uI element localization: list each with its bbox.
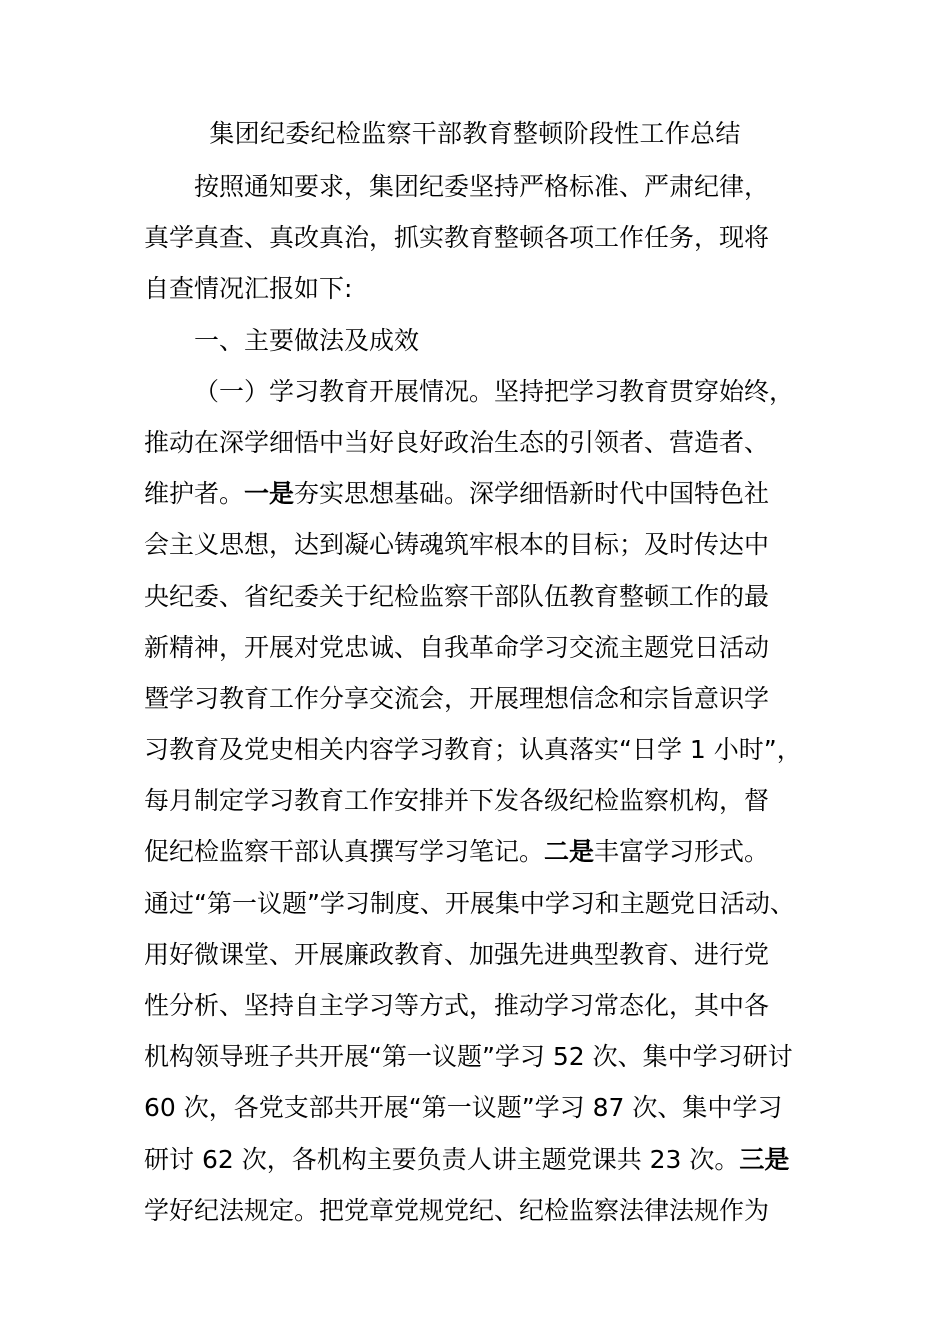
text-run: 丰富学习形式。 [594, 837, 770, 867]
text-run: 维护者。 [144, 479, 245, 509]
text-run: 促纪检监察干部认真撰写学习笔记。 [144, 837, 545, 867]
text-run: 夯实思想基础。深学细悟新时代中国特色社 [294, 479, 770, 509]
paragraph-line: 性分析、坚持自主学习等方式，推动学习常态化，其中各 [144, 991, 770, 1020]
paragraph-line: 推动在深学细悟中当好良好政治生态的引领者、营造者、 [144, 427, 770, 457]
paragraph-line: 按照通知要求，集团纪委坚持严格标准、严肃纪律， [194, 172, 770, 201]
paragraph-line: 自查情况汇报如下: [144, 274, 353, 304]
paragraph-line: 新精神，开展对党忠诚、自我革命学习交流主题党日活动 [144, 632, 770, 662]
section-heading: 一、主要做法及成效 [194, 325, 420, 355]
paragraph-line: 会主义思想，达到凝心铸魂筑牢根本的目标；及时传达中 [144, 530, 770, 560]
paragraph-line: 用好微课堂、开展廉政教育、加强先进典型教育、进行党 [144, 939, 770, 969]
subsection-heading-line: （一）学习教育开展情况。坚持把学习教育贯穿始终， [194, 376, 795, 406]
text-run: 研讨 62 次，各机构主要负责人讲主题党课共 23 次。 [144, 1144, 740, 1174]
paragraph-line: 真学真查、真改真治，抓实教育整顿各项工作任务，现将 [144, 223, 770, 253]
paragraph-line: 暨学习教育工作分享交流会，开展理想信念和宗旨意识学 [144, 683, 770, 713]
bold-marker: 二是 [544, 837, 595, 867]
paragraph-line: 央纪委、省纪委关于纪检监察干部队伍教育整顿工作的最 [144, 581, 770, 611]
bold-marker: 一是 [244, 479, 295, 509]
document-body [144, 161, 816, 1236]
document-title: 集团纪委纪检监察干部教育整顿阶段性工作总结 [209, 119, 741, 148]
paragraph-line: 每月制定学习教育工作安排并下发各级纪检监察机构，督 [144, 786, 770, 816]
paragraph-line: 通过“第一议题”学习制度、开展集中学习和主题党日活动、 [144, 888, 795, 918]
paragraph-line [144, 826, 816, 877]
paragraph-line: 60 次，各党支部共开展“第一议题”学习 87 次、集中学习 [144, 1093, 783, 1123]
paragraph-line [144, 1134, 816, 1185]
paragraph-line: 习教育及党史相关内容学习教育；认真落实“日学 1 小时”， [144, 735, 802, 765]
paragraph-line [144, 468, 816, 519]
paragraph-line: 机构领导班子共开展“第一议题”学习 52 次、集中学习研讨 [144, 1042, 793, 1072]
paragraph-line: 学好纪法规定。把党章党规党纪、纪检监察法律法规作为 [144, 1195, 770, 1225]
bold-marker: 三是 [739, 1144, 790, 1174]
